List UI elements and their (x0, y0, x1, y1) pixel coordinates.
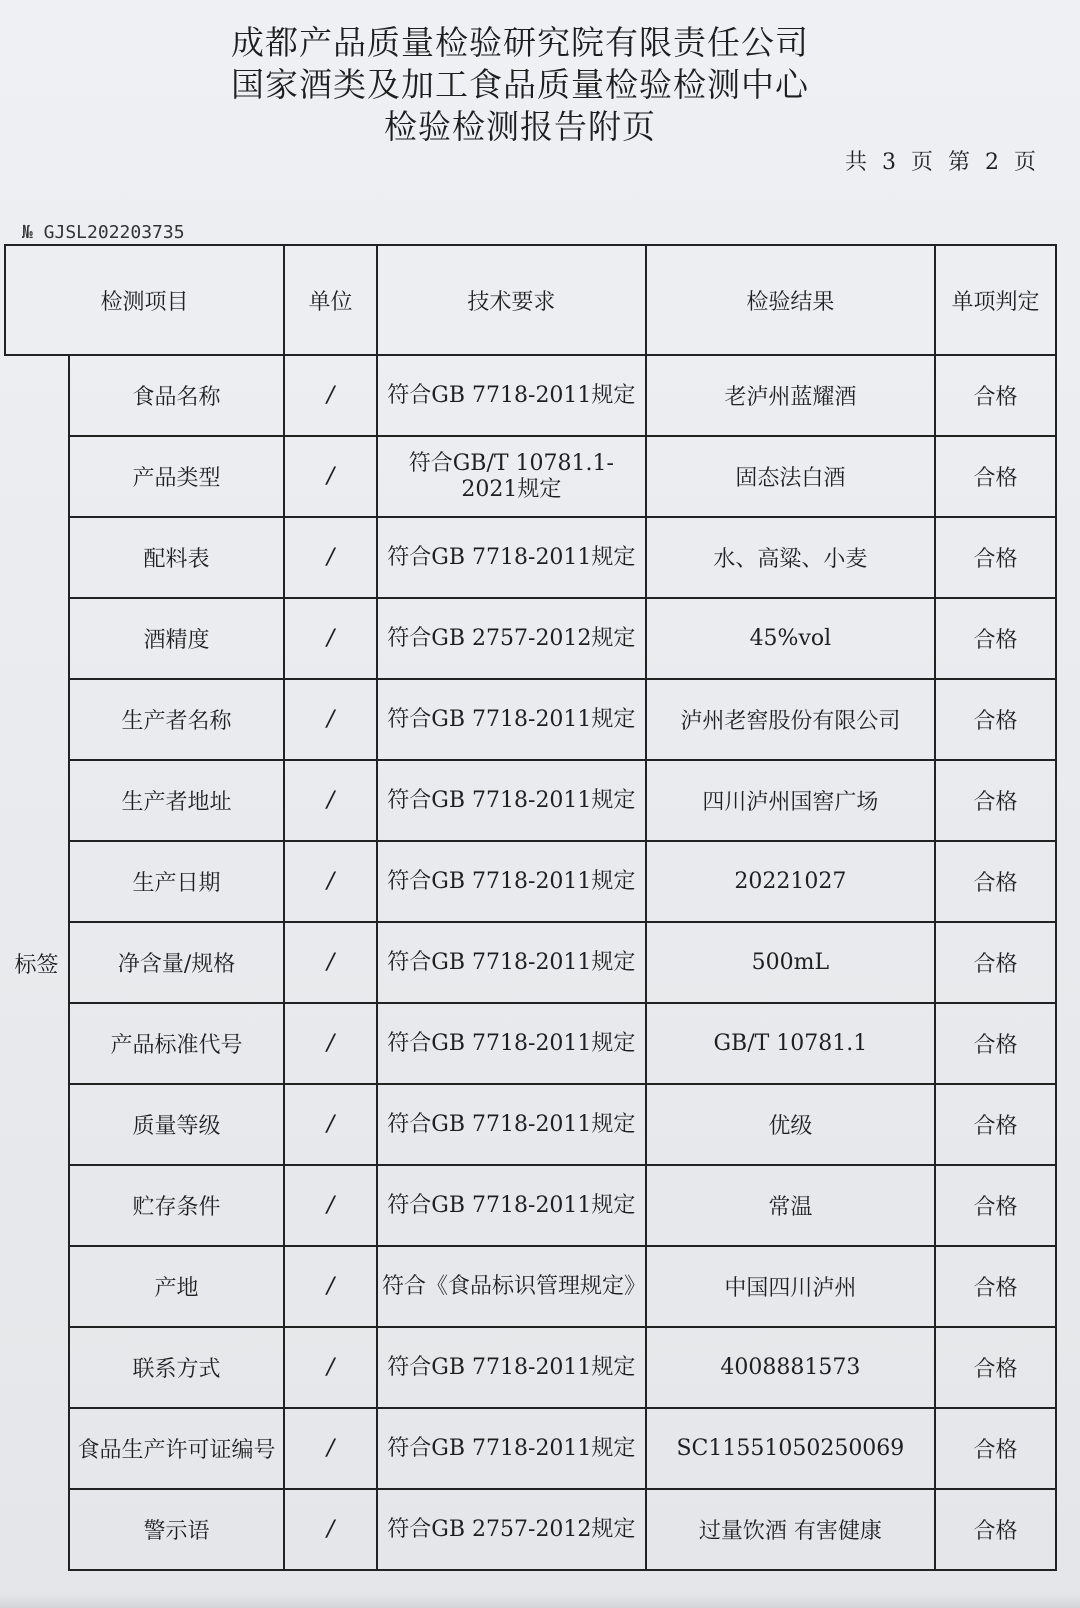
item-cell: 产品类型 (69, 436, 284, 517)
item-cell: 产地 (69, 1246, 284, 1327)
unit-cell: / (284, 1003, 377, 1084)
unit-cell: / (284, 760, 377, 841)
result-cell: 4008881573 (646, 1327, 935, 1408)
table-row (5, 1327, 1056, 1408)
category-cell: 标签 (5, 355, 69, 1570)
judgement-cell: 合格 (935, 598, 1056, 679)
item-cell: 贮存条件 (69, 1165, 284, 1246)
table-row (5, 1408, 1056, 1489)
item-cell: 食品名称 (69, 355, 284, 436)
judgement-cell: 合格 (935, 1003, 1056, 1084)
result-cell: 优级 (646, 1084, 935, 1165)
table-row (5, 760, 1056, 841)
judgement-cell: 合格 (935, 1489, 1056, 1570)
unit-cell: / (284, 517, 377, 598)
item-cell: 产品标准代号 (69, 1003, 284, 1084)
item-cell: 生产日期 (69, 841, 284, 922)
unit-cell: / (284, 436, 377, 517)
table-row (5, 922, 1056, 1003)
table-row (5, 1003, 1056, 1084)
inspection-table (4, 244, 1057, 1571)
table-row (5, 1165, 1056, 1246)
judgement-cell: 合格 (935, 1408, 1056, 1489)
result-cell: GB/T 10781.1 (646, 1003, 935, 1084)
table-row (5, 679, 1056, 760)
page-info: 共 3 页 第 2 页 (845, 150, 1040, 175)
center-name: 国家酒类及加工食品质量检验检测中心 (231, 65, 809, 104)
requirement-cell: 符合GB 2757-2012规定 (377, 1489, 646, 1570)
unit-cell: / (284, 1165, 377, 1246)
unit-cell: / (284, 1246, 377, 1327)
requirement-cell: 符合GB 7718-2011规定 (377, 841, 646, 922)
judgement-cell: 合格 (935, 436, 1056, 517)
unit-cell: / (284, 841, 377, 922)
unit-cell: / (284, 1084, 377, 1165)
result-cell: 过量饮酒 有害健康 (646, 1489, 935, 1570)
result-cell: 常温 (646, 1165, 935, 1246)
result-cell: SC11551050250069 (646, 1408, 935, 1489)
table-row (5, 1489, 1056, 1570)
judgement-cell: 合格 (935, 760, 1056, 841)
result-cell: 固态法白酒 (646, 436, 935, 517)
result-cell: 中国四川泸州 (646, 1246, 935, 1327)
table-row (5, 355, 1056, 436)
unit-cell: / (284, 922, 377, 1003)
item-cell: 食品生产许可证编号 (69, 1408, 284, 1489)
header-unit: 单位 (284, 245, 377, 355)
requirement-cell: 符合GB 7718-2011规定 (377, 1003, 646, 1084)
table-row (5, 1084, 1056, 1165)
judgement-cell: 合格 (935, 1327, 1056, 1408)
table-row (5, 598, 1056, 679)
unit-cell: / (284, 679, 377, 760)
unit-cell: / (284, 1408, 377, 1489)
requirement-cell: 符合GB 2757-2012规定 (377, 598, 646, 679)
judgement-cell: 合格 (935, 922, 1056, 1003)
judgement-cell: 合格 (935, 1165, 1056, 1246)
doc-title: 检验检测报告附页 (384, 107, 656, 146)
result-cell: 20221027 (646, 841, 935, 922)
judgement-cell: 合格 (935, 355, 1056, 436)
item-cell: 净含量/规格 (69, 922, 284, 1003)
org-name: 成都产品质量检验研究院有限责任公司 (231, 23, 809, 62)
header-result: 检验结果 (646, 245, 935, 355)
requirement-cell: 符合GB 7718-2011规定 (377, 1327, 646, 1408)
table-body (5, 355, 1056, 1570)
judgement-cell: 合格 (935, 841, 1056, 922)
requirement-cell: 符合GB 7718-2011规定 (377, 1408, 646, 1489)
requirement-cell: 符合GB 7718-2011规定 (377, 760, 646, 841)
header-judgement: 单项判定 (935, 245, 1056, 355)
result-cell: 水、高粱、小麦 (646, 517, 935, 598)
requirement-cell: 符合GB/T 10781.1-2021规定 (377, 436, 646, 517)
judgement-cell: 合格 (935, 679, 1056, 760)
table-row (5, 436, 1056, 517)
result-cell: 500mL (646, 922, 935, 1003)
table-row (5, 517, 1056, 598)
item-cell: 生产者地址 (69, 760, 284, 841)
result-cell: 45%vol (646, 598, 935, 679)
unit-cell: / (284, 355, 377, 436)
report-header (0, 22, 1040, 148)
item-cell: 质量等级 (69, 1084, 284, 1165)
header-requirement: 技术要求 (377, 245, 646, 355)
table-header-row (5, 245, 1056, 355)
item-cell: 配料表 (69, 517, 284, 598)
item-cell: 联系方式 (69, 1327, 284, 1408)
unit-cell: / (284, 1327, 377, 1408)
header-item: 检测项目 (5, 245, 284, 355)
item-cell: 生产者名称 (69, 679, 284, 760)
requirement-cell: 符合GB 7718-2011规定 (377, 355, 646, 436)
table-row (5, 841, 1056, 922)
result-cell: 四川泸州国窖广场 (646, 760, 935, 841)
page-shadow (0, 1594, 1080, 1608)
requirement-cell: 符合GB 7718-2011规定 (377, 679, 646, 760)
item-cell: 酒精度 (69, 598, 284, 679)
report-number: № GJSL202203735 (22, 222, 185, 243)
requirement-cell: 符合GB 7718-2011规定 (377, 1084, 646, 1165)
judgement-cell: 合格 (935, 1084, 1056, 1165)
requirement-cell: 符合《食品标识管理规定》 (377, 1246, 646, 1327)
judgement-cell: 合格 (935, 1246, 1056, 1327)
result-cell: 泸州老窖股份有限公司 (646, 679, 935, 760)
unit-cell: / (284, 1489, 377, 1570)
requirement-cell: 符合GB 7718-2011规定 (377, 1165, 646, 1246)
item-cell: 警示语 (69, 1489, 284, 1570)
result-cell: 老泸州蓝耀酒 (646, 355, 935, 436)
table-row (5, 1246, 1056, 1327)
requirement-cell: 符合GB 7718-2011规定 (377, 517, 646, 598)
requirement-cell: 符合GB 7718-2011规定 (377, 922, 646, 1003)
unit-cell: / (284, 598, 377, 679)
judgement-cell: 合格 (935, 517, 1056, 598)
